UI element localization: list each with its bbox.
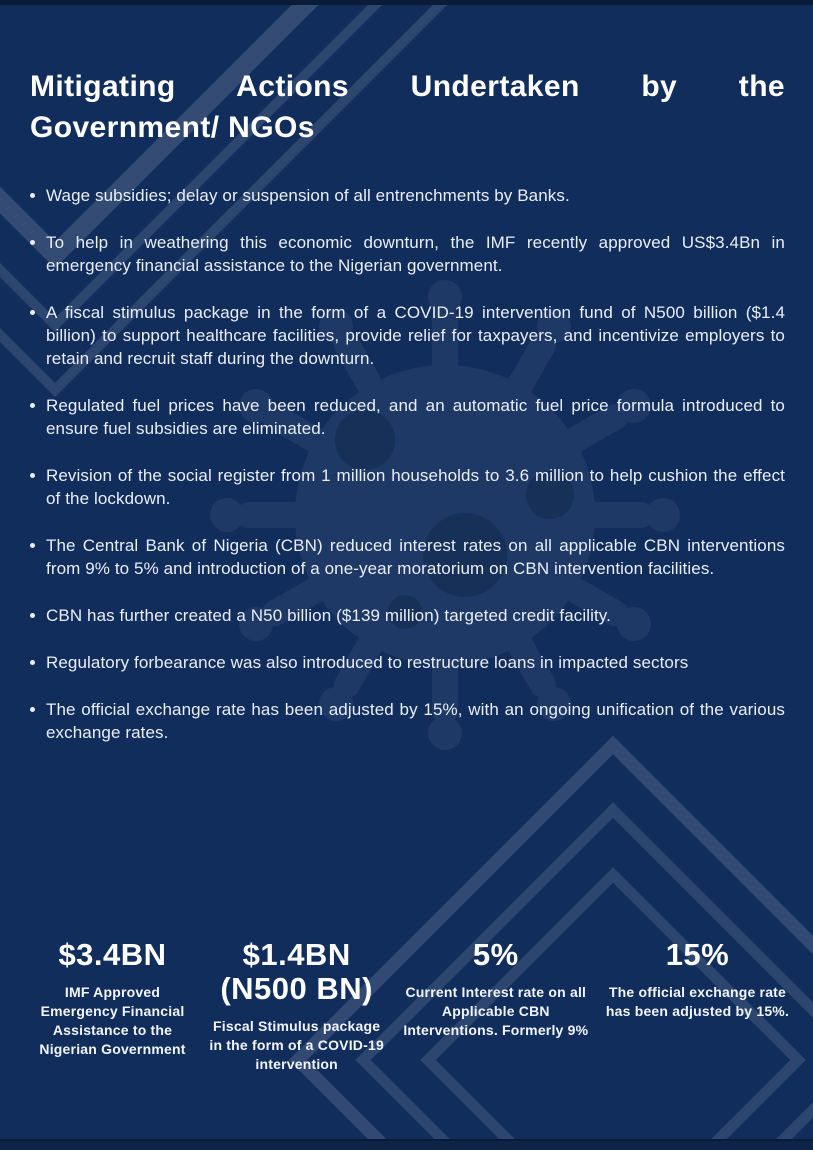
bullet-text: Regulated fuel prices have been reduced, and an automatic fuel price formula introduced to ensure fuel subsidies are eliminated. xyxy=(46,396,785,438)
top-edge-bar xyxy=(0,0,813,5)
bullet-marker xyxy=(30,660,35,665)
bullet-item xyxy=(30,301,785,370)
bullet-item xyxy=(30,231,785,277)
bullet-marker xyxy=(30,240,35,245)
bullet-item xyxy=(30,604,785,627)
stat-card-interest-rate xyxy=(398,938,593,1040)
bullet-marker xyxy=(30,193,35,198)
bullet-item xyxy=(30,534,785,580)
bullet-marker xyxy=(30,310,35,315)
bullet-marker xyxy=(30,707,35,712)
bullet-text: The Central Bank of Nigeria (CBN) reduced interest rates on all applicable CBN interventions from 9% to 5% and introduction of a one-year moratorium on CBN intervention facilities. xyxy=(46,536,785,578)
stat-value: $1.4BN xyxy=(242,937,351,972)
stat-label: Current Interest rate on all Applicable CBN Interventions. Formerly 9% xyxy=(403,984,589,1038)
bullet-item xyxy=(30,464,785,510)
bullet-list xyxy=(30,184,785,768)
stat-card-exchange-rate xyxy=(605,938,790,1021)
page-title xyxy=(30,66,785,148)
stat-label: The official exchange rate has been adjusted by 15%. xyxy=(605,984,790,1019)
stat-label: IMF Approved Emergency Financial Assistance to the Nigerian Government xyxy=(39,984,186,1057)
bullet-text: CBN has further created a N50 billion ($139 million) targeted credit facility. xyxy=(46,606,611,625)
bullet-item xyxy=(30,651,785,674)
bullet-text: A fiscal stimulus package in the form of a COVID-19 intervention fund of N500 billion ($1.4 billion) to support healthcare facilities, provide relief for taxpayers, and incentivize employers to retain and recruit staff during the downturn. xyxy=(46,303,785,368)
bullet-text: Regulatory forbearance was also introduced to restructure loans in impacted sectors xyxy=(46,653,689,672)
stat-value: $3.4BN xyxy=(58,937,167,972)
page-title-line-1: Mitigating Actions Undertaken by the xyxy=(30,70,785,103)
bullet-text: The official exchange rate has been adjusted by 15%, with an ongoing unification of the various exchange rates. xyxy=(46,700,785,742)
bullet-item xyxy=(30,394,785,440)
bullet-marker xyxy=(30,543,35,548)
bullet-marker xyxy=(30,403,35,408)
key-figures-row xyxy=(30,938,790,1074)
bullet-text: Wage subsidies; delay or suspension of all entrenchments by Banks. xyxy=(46,186,570,205)
bullet-marker xyxy=(30,613,35,618)
stat-card-fiscal-stimulus xyxy=(207,938,387,1074)
bullet-item xyxy=(30,698,785,744)
bullet-text: To help in weathering this economic downturn, the IMF recently approved US$3.4Bn in emergency financial assistance to the Nigerian government. xyxy=(46,233,785,275)
page-title-line-2: Government/ NGOs xyxy=(30,111,315,144)
bullet-text: Revision of the social register from 1 million households to 3.6 million to help cushion the effect of the lockdown. xyxy=(46,466,785,508)
stat-card-imf-assistance xyxy=(30,938,195,1059)
bullet-item xyxy=(30,184,785,207)
bottom-edge-bar xyxy=(0,1139,813,1150)
stat-value-secondary: (N500 BN) xyxy=(220,971,373,1006)
stat-value: 5% xyxy=(472,937,519,972)
stat-value: 15% xyxy=(665,937,730,972)
bullet-marker xyxy=(30,473,35,478)
stat-label: Fiscal Stimulus package in the form of a COVID-19 intervention xyxy=(209,1018,384,1072)
